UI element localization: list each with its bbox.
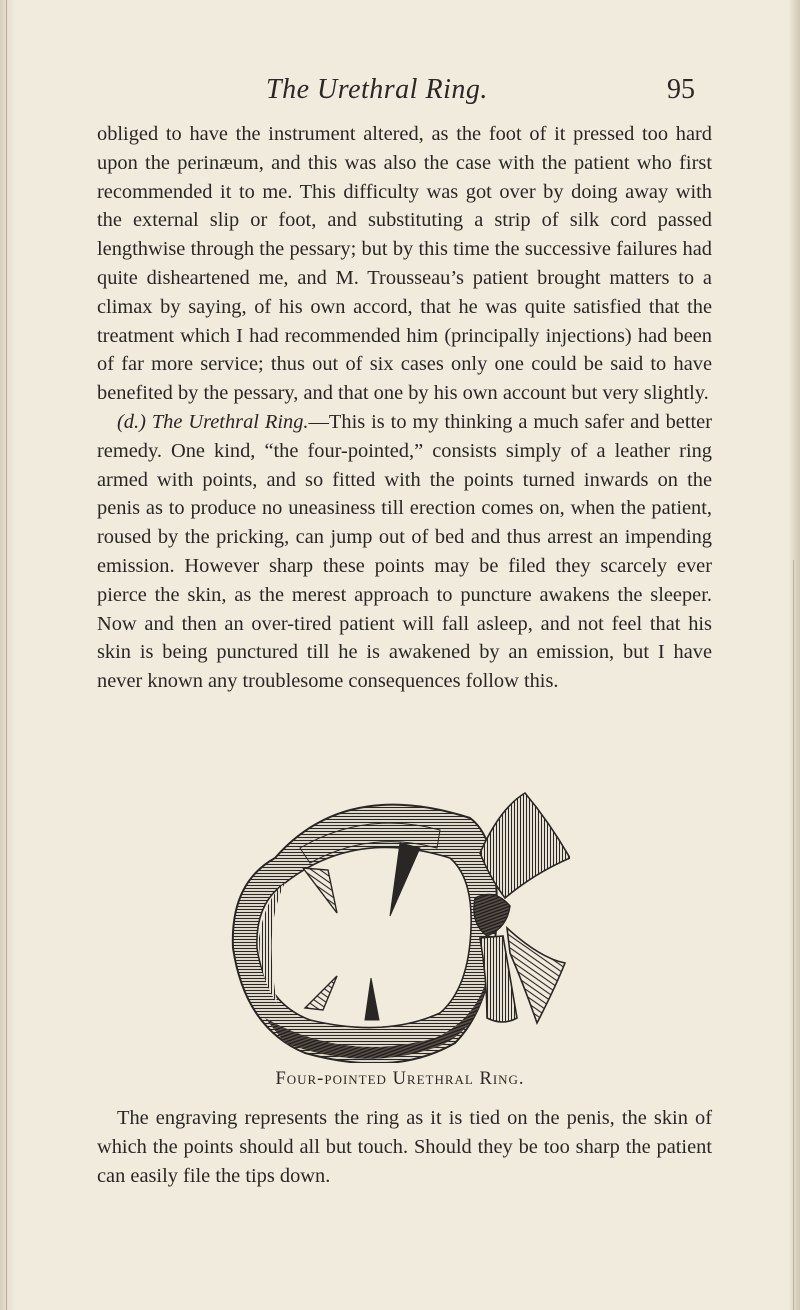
body-text: [97, 120, 712, 696]
paragraph-1: obliged to have the instrument altered, as the foot of it pressed too hard upon the perinæum, and this was also the case with the patient who first recommended it to me. This difficulty was got over by doing away with the external slip or foot, and substituting a strip of silk cord passed lengthwise through the pessary; but by this time the successive failures had quite disheartened me, and M. Trousseau’s patient brought matters to a climax by saying, of his own accord, that he was quite satisfied that the treatment which I had recommended him (principally injections) had been of far more service; thus out of six cases only one could be said to have benefited by the pessary, and that one by his own account but very slightly.: [97, 123, 712, 405]
page-number: 95: [667, 74, 695, 105]
figure-description: The engraving represents the ring as it is tied on the penis, the skin of which the points should all but touch. Should they be too sharp the patient can easily file the tips down.: [97, 1107, 712, 1187]
section-mark: (d.): [117, 410, 146, 433]
page-edge-left-line: [6, 0, 7, 1310]
page-edge-right: [788, 0, 800, 1310]
paragraph-2: [97, 408, 712, 696]
page-edge-left: [0, 0, 14, 1310]
ribbon-upper: [480, 793, 570, 898]
figure-caption: Four-pointed Urethral Ring.: [275, 1069, 525, 1089]
section-title: The Urethral Ring.: [151, 410, 309, 433]
paragraph-2-text: —This is to my thinking a much safer and better remedy. One kind, “the four-pointed,” consists simply of a leather ring armed with points, and so fitted with the points turned inwards on the penis as to produce no uneasiness till erection comes on, when the patient, roused by the pricking, can jump out of bed and thus arrest an impending emission. However sharp these points may be filed they scarcely ever pierce the skin, as the merest approach to puncture awakens the sleeper. Now and then an over-tired patient will fall asleep, and not feel that his skin is being punctured till he is awakened by an emission, but I have never known any troublesome consequences follow this.: [97, 410, 712, 693]
running-title: The Urethral Ring.: [266, 74, 488, 105]
urethral-ring-engraving: [225, 788, 570, 1063]
page-edge-right-line: [793, 560, 794, 1310]
running-head: [0, 74, 800, 114]
